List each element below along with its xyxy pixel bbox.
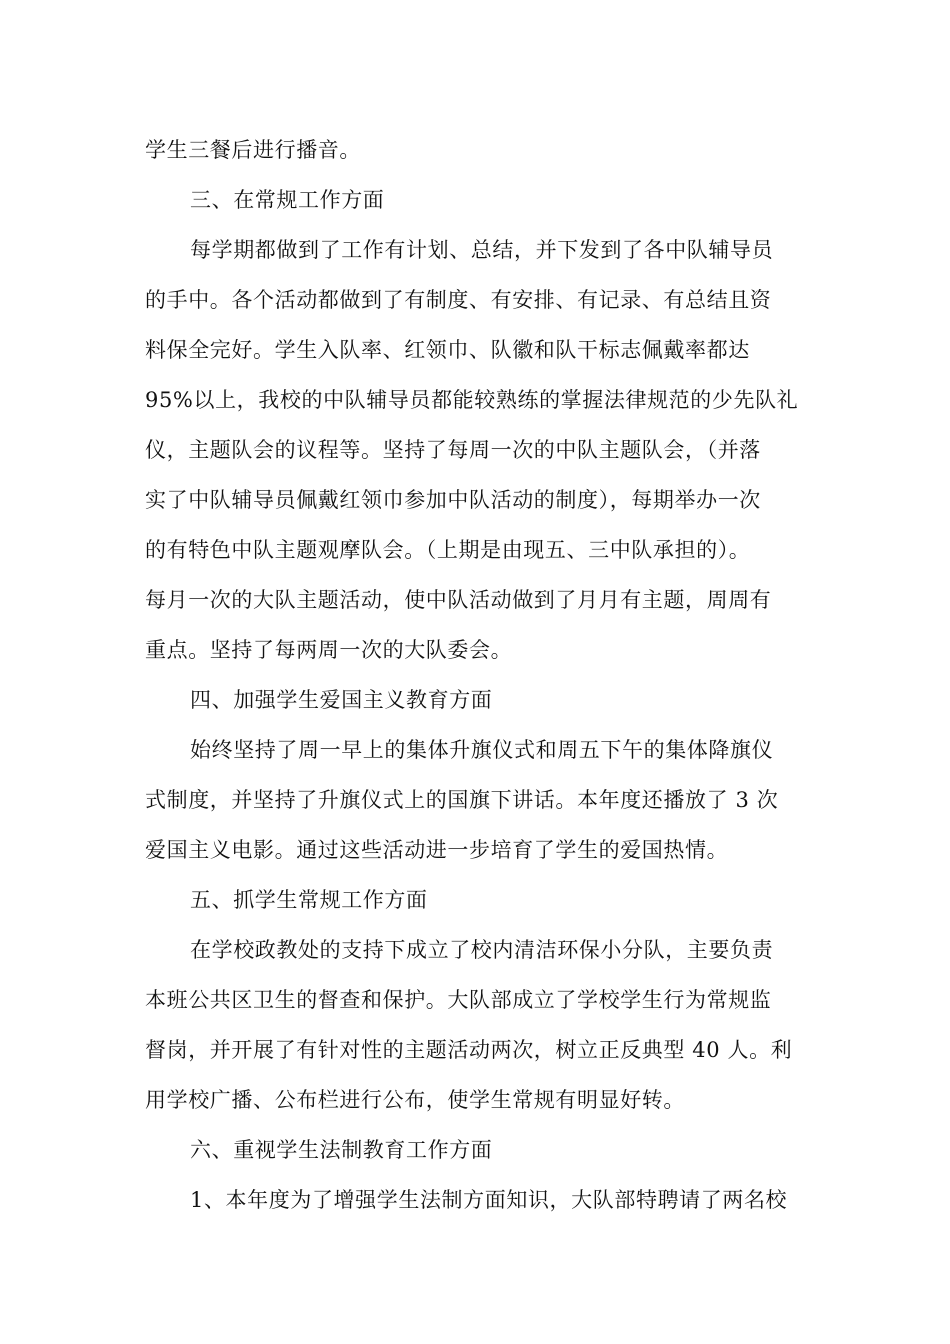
paragraph-line: 在学校政教处的支持下成立了校内清洁环保小分队，主要负责 xyxy=(190,938,774,962)
paragraph-line: 每学期都做到了工作有计划、总结，并下发到了各中队辅导员 xyxy=(190,238,774,262)
paragraph-line: 料保全完好。学生入队率、红领巾、队徽和队干标志佩戴率都达 xyxy=(145,338,750,362)
paragraph-line: 实了中队辅导员佩戴红领巾参加中队活动的制度），每期举办一次 xyxy=(145,488,761,512)
section-heading: 五、抓学生常规工作方面 xyxy=(190,888,428,912)
section-heading: 三、在常规工作方面 xyxy=(190,188,385,212)
paragraph-line: 爱国主义电影。通过这些活动进一步培育了学生的爱国热情。 xyxy=(145,838,729,862)
paragraph-line: 学生三餐后进行播音。 xyxy=(145,138,361,162)
section-heading: 四、加强学生爱国主义教育方面 xyxy=(190,688,493,712)
section-heading: 六、重视学生法制教育工作方面 xyxy=(190,1138,493,1162)
paragraph-line: 95%以上，我校的中队辅导员都能较熟练的掌握法律规范的少先队礼 xyxy=(145,388,799,412)
paragraph-line: 本班公共区卫生的督查和保护。大队部成立了学校学生行为常规监 xyxy=(145,988,772,1012)
paragraph-line: 用学校广播、公布栏进行公布，使学生常规有明显好转。 xyxy=(145,1088,685,1112)
paragraph-line: 重点。坚持了每两周一次的大队委会。 xyxy=(145,638,513,662)
paragraph-line: 始终坚持了周一早上的集体升旗仪式和周五下午的集体降旗仪 xyxy=(190,738,774,762)
paragraph-line: 的有特色中队主题观摩队会。（上期是由现五、三中队承担的）。 xyxy=(145,538,751,562)
paragraph-line: 1、本年度为了增强学生法制方面知识，大队部特聘请了两名校 xyxy=(190,1188,788,1212)
paragraph-line: 式制度，并坚持了升旗仪式上的国旗下讲话。本年度还播放了 3 次 xyxy=(145,788,779,812)
paragraph-line: 每月一次的大队主题活动，使中队活动做到了月月有主题，周周有 xyxy=(145,588,772,612)
paragraph-line: 仪，主题队会的议程等。坚持了每周一次的中队主题队会，（并落 xyxy=(145,438,761,462)
paragraph-line: 的手中。各个活动都做到了有制度、有安排、有记录、有总结且资 xyxy=(145,288,772,312)
paragraph-line: 督岗，并开展了有针对性的主题活动两次，树立正反典型 40 人。利 xyxy=(145,1038,793,1062)
